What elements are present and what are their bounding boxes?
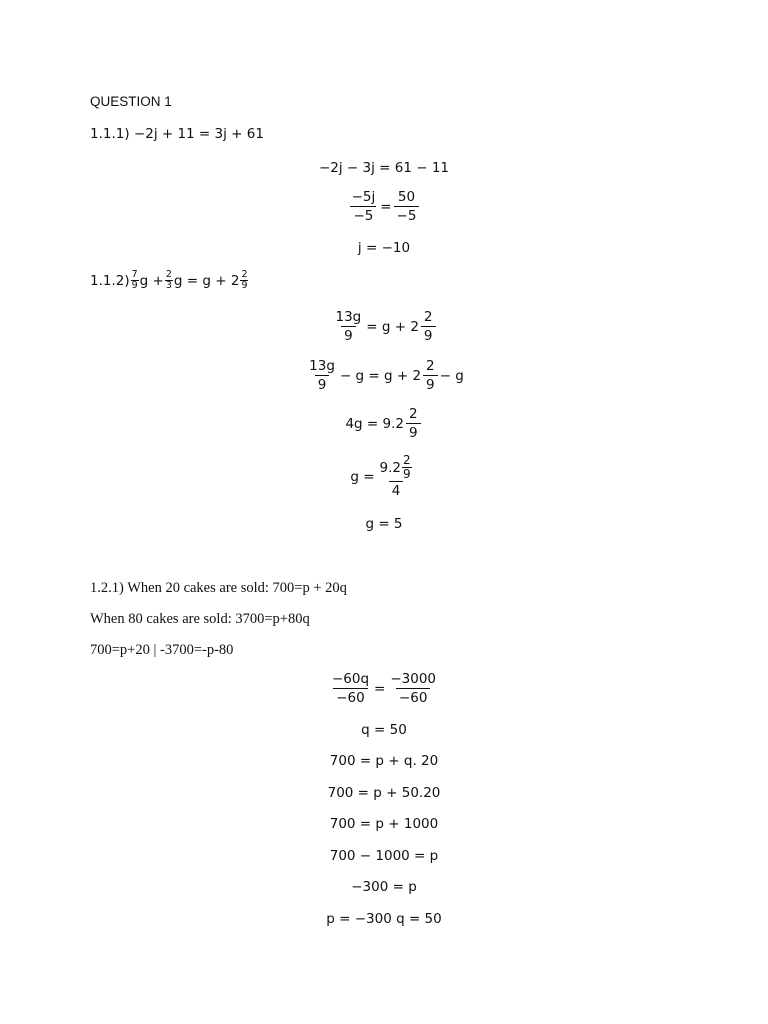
q111-label: 1.1.1): [90, 126, 130, 142]
q121-step6: −300 = p: [351, 879, 417, 895]
q112-step2: [0, 357, 768, 394]
q112-step3-denominator: 9: [406, 423, 421, 442]
question-heading: QUESTION 1: [90, 94, 172, 109]
q112-step4-denominator: 4: [389, 481, 404, 500]
q112-step3-numerator: 2: [408, 406, 418, 422]
q121-step3: 700 = p + 50.20: [327, 785, 441, 801]
q111-prompt: [90, 126, 264, 142]
q121-step5: 700 − 1000 = p: [329, 848, 439, 864]
q121-right-denominator: −60: [396, 688, 431, 707]
q112-step1-mixed-numerator: 2: [423, 309, 433, 325]
q111-step2-right-numerator: 50: [397, 189, 416, 205]
q112-step1-denominator: 9: [341, 326, 356, 345]
q112-step3-fraction: [406, 405, 421, 442]
q112-step1-mixed-denominator: 9: [421, 326, 436, 345]
q112-prompt-fraction-2-num: 2: [165, 269, 172, 280]
q112-step2-mixed-denominator: 9: [423, 375, 438, 394]
q121-step4: 700 = p + 1000: [329, 816, 439, 832]
q112-step2-fraction: [306, 357, 338, 394]
q121-line3: 700=p+20 | -3700=-p-80: [90, 642, 234, 658]
q112-step4-numerator-fraction: [402, 454, 412, 481]
q121-right-fraction: [387, 670, 439, 707]
q112-step2-denominator: 9: [315, 375, 330, 394]
q121-step2: 700 = p + q. 20: [329, 753, 439, 769]
q112-prompt-fraction-3-den: 9: [241, 280, 248, 291]
q112-step4-left: g =: [350, 469, 375, 485]
q112-step4-fraction: [377, 454, 416, 500]
q121-left-denominator: −60: [333, 688, 368, 707]
q112-step4-numerator-fraction-num: 2: [403, 453, 411, 467]
q112-step1-mixed-fraction: [421, 308, 436, 345]
q111-step2-right-denominator: −5: [394, 206, 420, 225]
q121-left-fraction: [329, 670, 372, 707]
q112-prompt-rest: g = g + 2: [173, 272, 240, 289]
q112-prompt-fraction-1-den: 9: [131, 280, 138, 291]
q112-step4: [0, 454, 768, 500]
q112-step1: [0, 308, 768, 345]
q112-answer: g = 5: [365, 516, 403, 532]
q121-step7: p = −300 q = 50: [326, 911, 442, 927]
q112-step4-numerator-whole: 9.2: [379, 459, 402, 476]
q112-prompt-mid: g +: [139, 272, 164, 289]
q112-step2-mixed-fraction: [423, 357, 438, 394]
q112-step2-middle: − g = g + 2: [339, 367, 422, 384]
q112-prompt-fraction-1: [131, 270, 139, 291]
q112-prompt-fraction-2: [165, 270, 173, 291]
q112-step1-numerator: 13g: [335, 309, 362, 325]
q111-step1: −2j − 3j = 61 − 11: [318, 160, 450, 176]
q111-answer: j = −10: [357, 240, 411, 256]
q112-step1-fraction: [333, 308, 365, 345]
q111-step2-left-denominator: −5: [350, 206, 376, 225]
q111-step2-right-fraction: [394, 188, 420, 225]
q112-step2-numerator: 13g: [309, 358, 335, 374]
q121-right-numerator: −3000: [390, 671, 437, 687]
q111-step2-left-numerator: −5j: [351, 189, 376, 205]
q112-prompt-fraction-2-den: 3: [165, 280, 172, 291]
q111-step2-left-fraction: [349, 188, 379, 225]
q112-step4-numerator: [377, 454, 416, 481]
q112-prompt: [90, 270, 249, 291]
q112-step3-left: 4g = 9.2: [345, 415, 404, 432]
q121-line2: When 80 cakes are sold: 3700=p+80q: [90, 611, 310, 627]
q112-prompt-fraction-1-num: 7: [131, 269, 138, 280]
q111-step2: $\frac{-5j}{-5}$ = $\frac{50}{-5}$: [0, 188, 768, 225]
q112-step3: [0, 405, 768, 442]
q111-prompt-expression: −2j + 11 = 3j + 61: [133, 126, 264, 142]
q121-left-numerator: −60q: [331, 671, 370, 687]
q112-step2-mixed-numerator: 2: [426, 358, 435, 374]
q112-step4-numerator-fraction-den: 9: [403, 467, 411, 481]
q112-label: 1.1.2): [90, 272, 130, 289]
q121-fraction-equation: $\frac{-60q}{-60}$ = $\frac{-3000}{-60}$: [0, 670, 768, 707]
q121-step1: q = 50: [361, 722, 407, 738]
q112-prompt-fraction-3: [240, 270, 248, 291]
q112-step2-tail: − g: [439, 367, 464, 384]
q112-step1-middle: = g + 2: [366, 318, 419, 335]
q112-prompt-fraction-3-num: 2: [241, 269, 248, 280]
q121-line1: 1.2.1) When 20 cakes are sold: 700=p + 20q: [90, 580, 347, 596]
